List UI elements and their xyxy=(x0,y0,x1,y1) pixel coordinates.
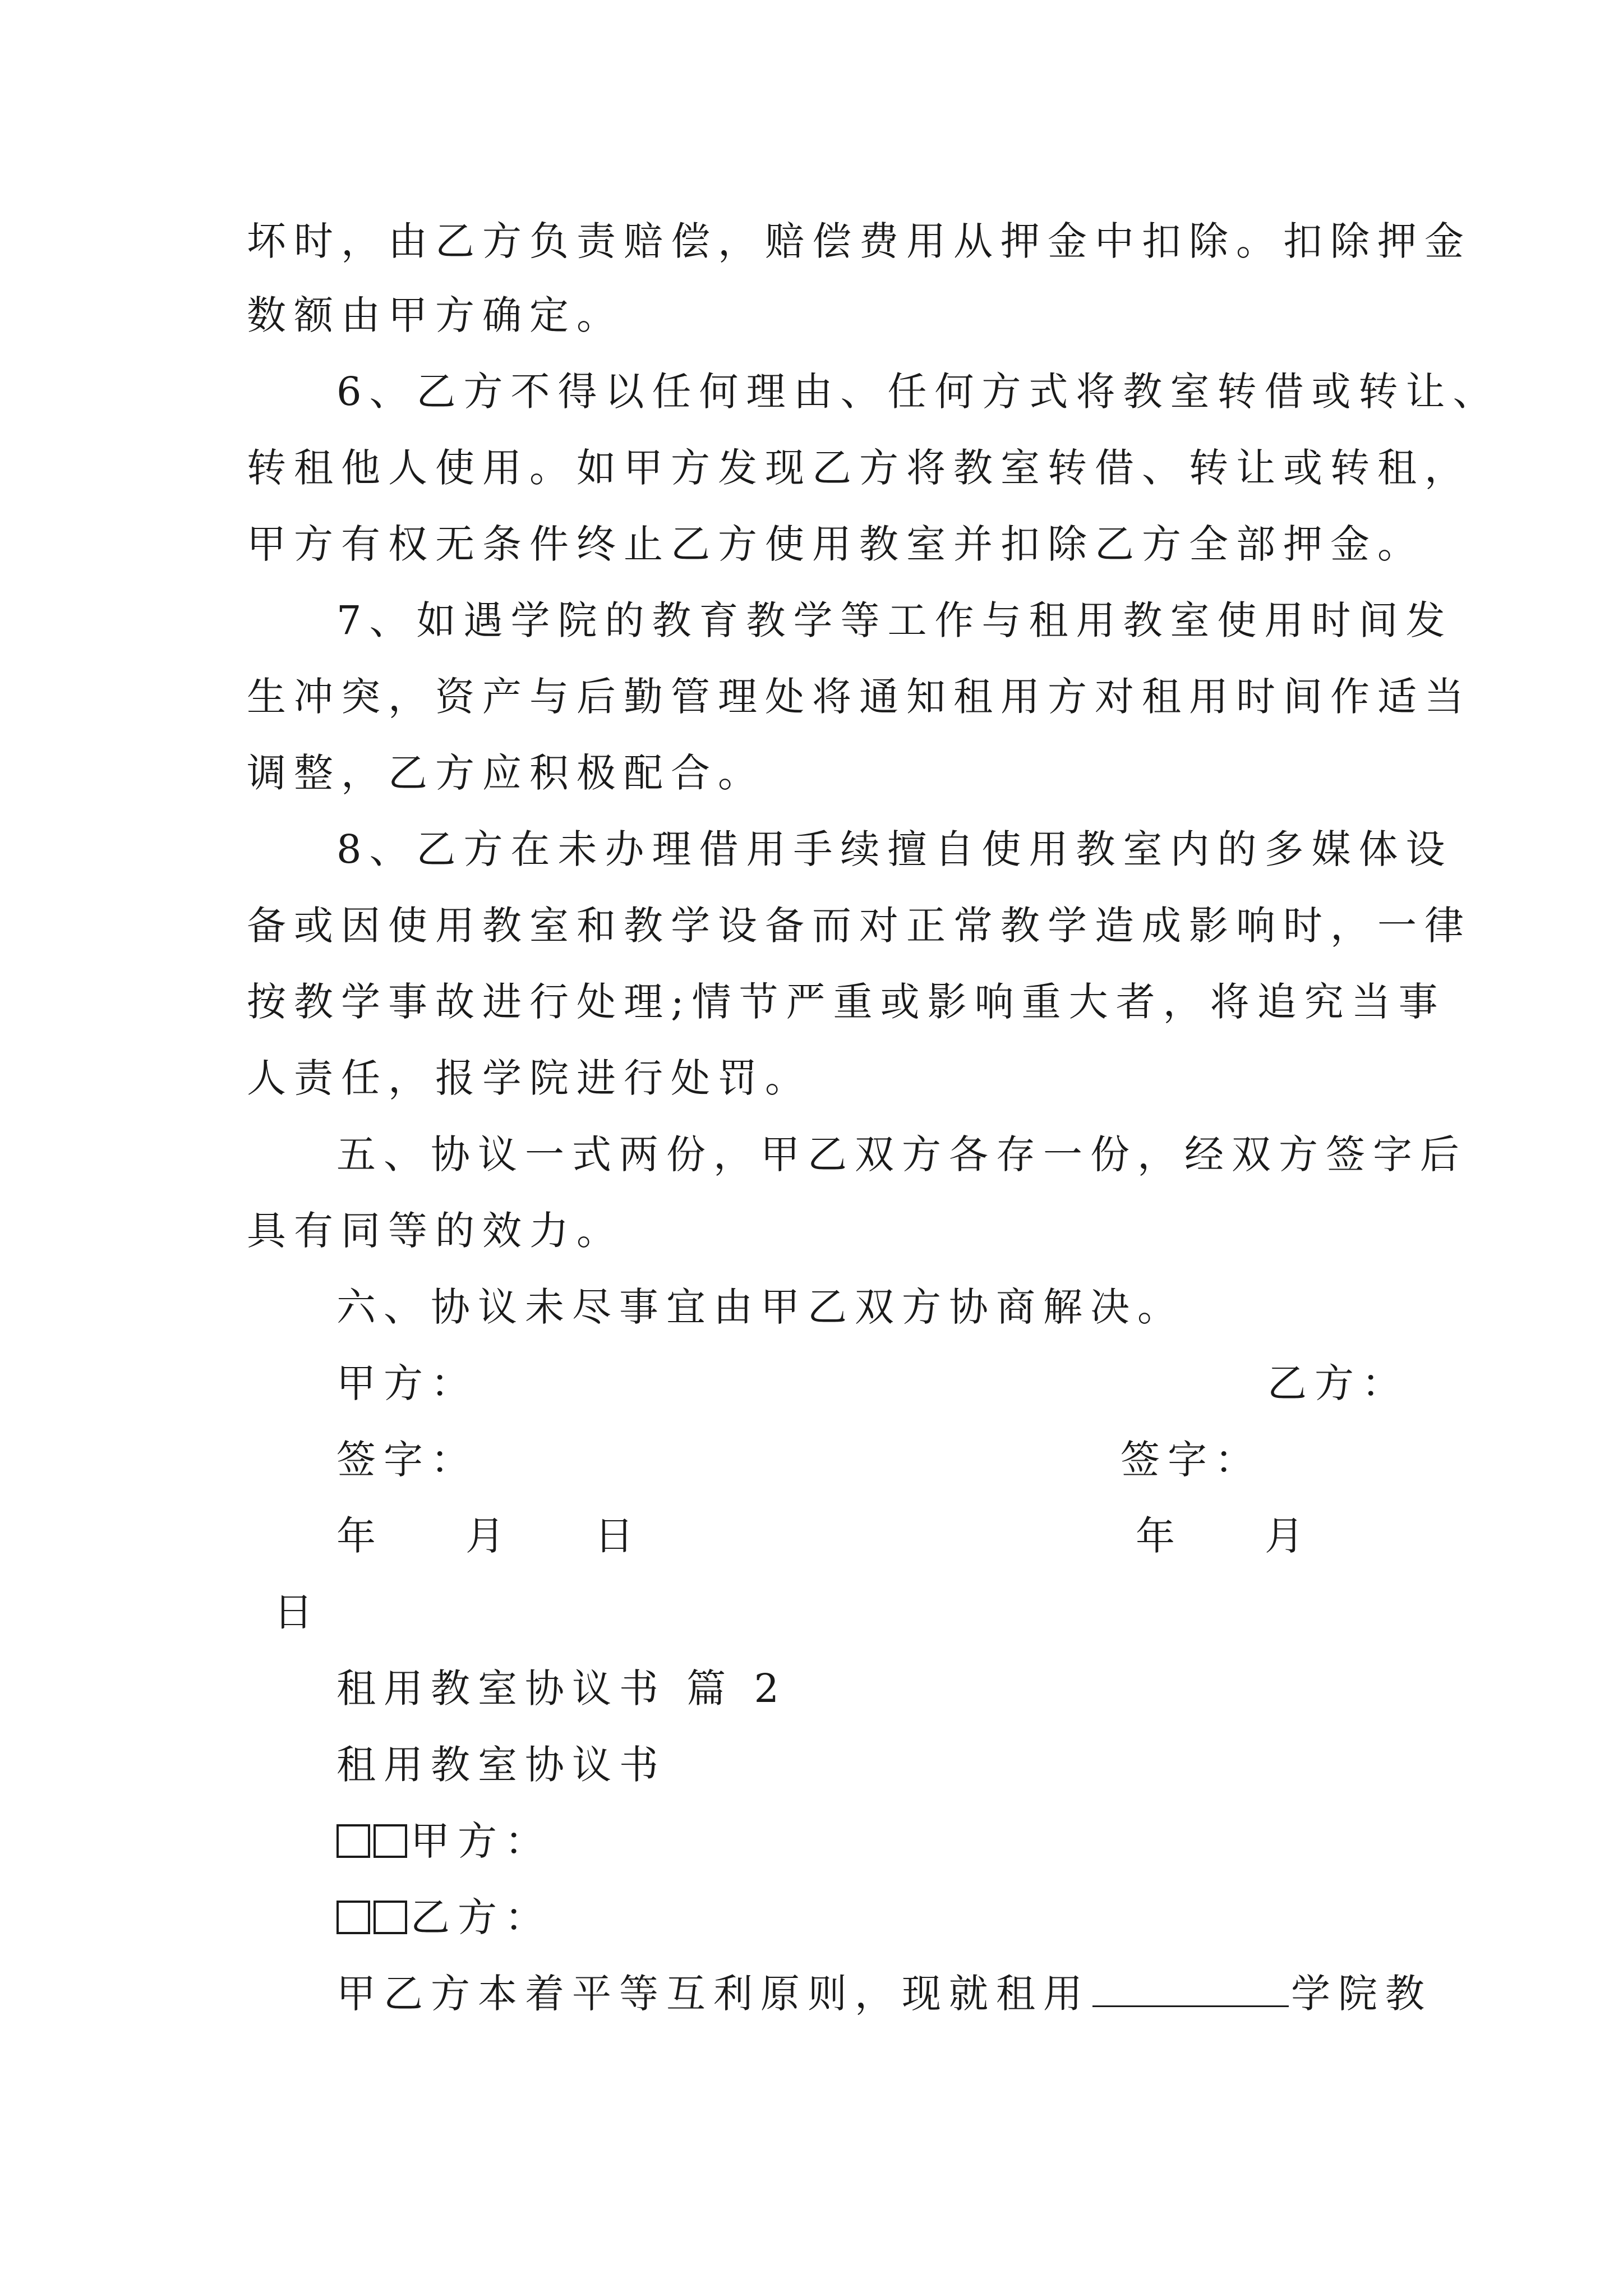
paragraph-line: 坏时，由乙方负责赔偿，赔偿费用从押金中扣除。扣除押金 xyxy=(247,218,1472,264)
sign-a-label: 签字： xyxy=(336,1437,478,1483)
checkbox-icon xyxy=(374,1901,407,1934)
paragraph-line: 人责任，报学院进行处罚。 xyxy=(247,1055,812,1101)
paragraph-line: 6、乙方不得以任何理由、任何方式将教室转借或转让、 xyxy=(336,369,1500,415)
intro-text-end: 学院教 xyxy=(1291,1971,1432,2017)
party-a-label: 甲方： xyxy=(336,1360,478,1406)
paragraph-line: 备或因使用教室和教学设备而对正常教学造成影响时，一律 xyxy=(247,903,1472,949)
paragraph-line: 按教学事故进行处理;情节严重或影响重大者，将追究当事 xyxy=(247,979,1446,1025)
party-b-label: 乙方： xyxy=(1267,1360,1409,1406)
paragraph-line: 五、协议一式两份，甲乙双方各存一份，经双方签字后 xyxy=(336,1131,1467,1177)
paragraph-line: 甲方有权无条件终止乙方使用教室并扣除乙方全部押金。 xyxy=(247,521,1424,567)
date-day-a: 日 xyxy=(594,1513,642,1559)
paragraph-line: 生冲突，资产与后勤管理处将通知租用方对租用时间作适当 xyxy=(247,674,1472,720)
date-month-b: 月 xyxy=(1265,1513,1312,1559)
date-year-b: 年 xyxy=(1136,1513,1183,1559)
paragraph-line: 调整，乙方应积极配合。 xyxy=(247,750,765,796)
date-year-a: 年 xyxy=(336,1513,384,1559)
date-day-b: 日 xyxy=(274,1589,321,1635)
party-b-line xyxy=(336,1889,552,1945)
paragraph-line: 8、乙方在未办理借用手续擅自使用教室内的多媒体设 xyxy=(336,826,1453,872)
paragraph-line: 数额由甲方确定。 xyxy=(247,292,624,338)
party-b-label: 乙方： xyxy=(411,1894,552,1940)
sign-b-label: 签字： xyxy=(1121,1437,1262,1483)
date-month-a: 月 xyxy=(465,1513,513,1559)
fill-in-blank xyxy=(1092,1971,1289,2007)
intro-text: 甲乙方本着平等互利原则，现就租用 xyxy=(336,1971,1090,2017)
paragraph-line: 六、协议未尽事宜由甲乙双方协商解决。 xyxy=(336,1284,1184,1330)
checkbox-icon xyxy=(336,1824,370,1858)
paragraph-line: 7、如遇学院的教育教学等工作与租用教室使用时间发 xyxy=(336,597,1453,643)
checkbox-icon xyxy=(374,1824,407,1858)
section-heading: 租用教室协议书 篇 2 xyxy=(336,1665,787,1711)
document-title: 租用教室协议书 xyxy=(336,1742,666,1788)
intro-line xyxy=(336,1966,1432,2022)
paragraph-line: 具有同等的效力。 xyxy=(247,1208,624,1254)
party-a-line xyxy=(336,1813,552,1869)
party-a-label: 甲方： xyxy=(411,1818,552,1864)
checkbox-icon xyxy=(336,1901,370,1934)
paragraph-line: 转租他人使用。如甲方发现乙方将教室转借、转让或转租， xyxy=(247,445,1472,491)
